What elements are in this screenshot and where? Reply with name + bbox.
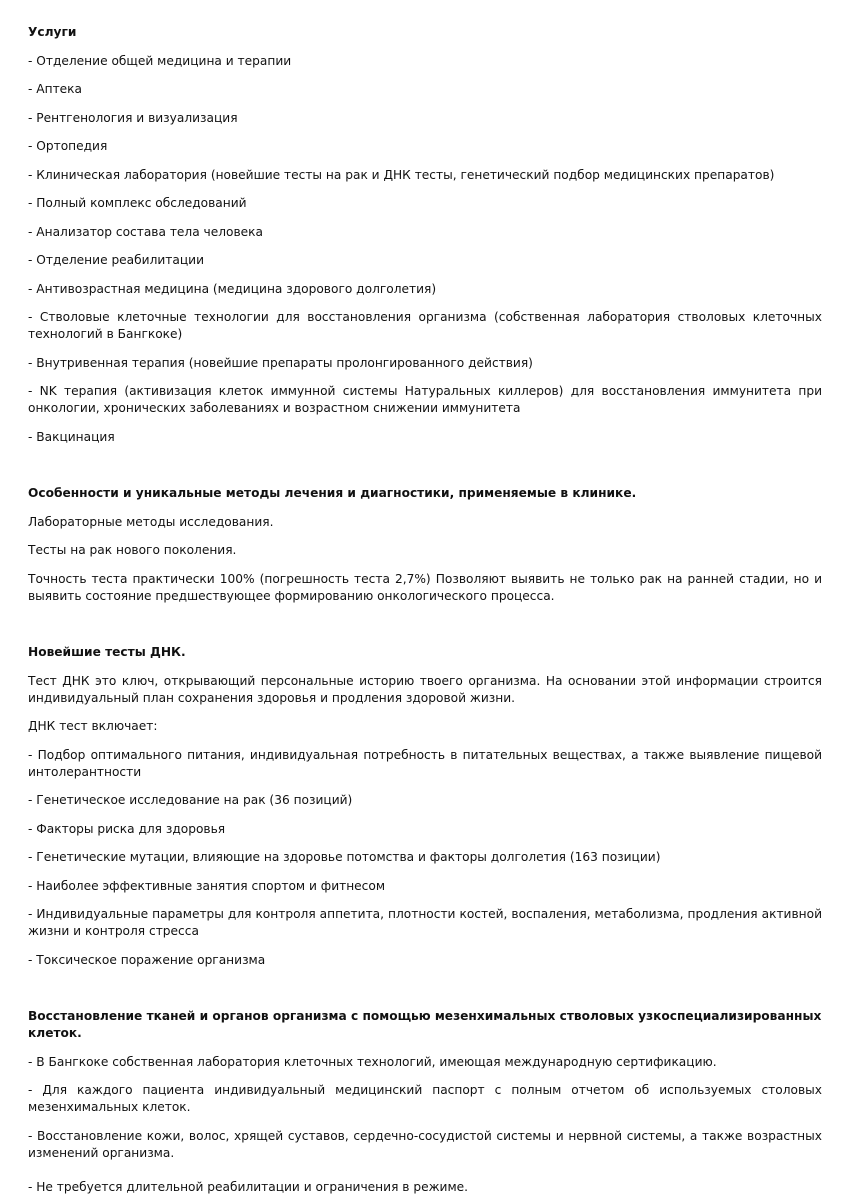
services-item: - NK терапия (активизация клеток иммунной системы Натуральных киллеров) для восстановления иммунитета при онкологии, хронических заболеваниях и возрастном снижении иммунитета: [28, 384, 822, 415]
stem-item: - Для каждого пациента индивидуальный медицинский паспорт с полным отчетом об используемых столовых мезенхимальных клеток.: [28, 1083, 822, 1114]
dna-item: - Токсическое поражение организма: [28, 952, 266, 967]
dna-item: - Подбор оптимального питания, индивидуальная потребность в питательных веществах, а также выявление пищевой интолерантности: [28, 747, 822, 779]
dna-item: - Наиболее эффективные занятия спортом и фитнесом: [28, 878, 386, 893]
dna-intro: Тест ДНК это ключ, открывающий персональные историю твоего организма. На основании этой информации строится индивидуальный план сохранения здоровья и продления здоровой жизни.: [28, 673, 822, 705]
stem-item: - Восстановление кожи, волос, хрящей суставов, сердечно-сосудистой системы и нервной системы, а также возрастных изменений организма.: [28, 1128, 822, 1160]
services-item: - Клиническая лаборатория (новейшие тесты на рак и ДНК тесты, генетический подбор медицинских препаратов): [28, 167, 775, 182]
stem-item: - Не требуется длительной реабилитации и ограничения в режиме.: [28, 1180, 469, 1194]
services-item: - Антивозрастная медицина (медицина здорового долголетия): [28, 281, 437, 296]
dna-section: [28, 644, 822, 969]
services-item: - Ортопедия: [28, 139, 108, 153]
dna-item: - Генетическое исследование на рак (36 позиций): [28, 793, 353, 807]
services-heading: Услуги: [28, 25, 77, 39]
features-paragraph: Точность теста практически 100% (погрешность теста 2,7%) Позволяют выявить не только рак на ранней стадии, но и выявить состояние предшествующее формированию онкологического процесса.: [28, 571, 822, 603]
services-item: - Стволовые клеточные технологии для восстановления организма (собственная лаборатория стволовых клеточных технологий в Бангкоке): [28, 310, 822, 341]
services-section: [28, 24, 822, 446]
features-paragraph: Тесты на рак нового поколения.: [28, 543, 237, 557]
stem-section: [28, 1008, 822, 1196]
section-spacer: [28, 980, 822, 1008]
dna-item: - Генетические мутации, влияющие на здоровье потомства и факторы долголетия (163 позиции): [28, 850, 661, 864]
services-item: - Отделение общей медицина и терапии: [28, 53, 292, 68]
services-item: - Внутривенная терапия (новейшие препараты пролонгированного действия): [28, 355, 533, 370]
dna-item: - Индивидуальные параметры для контроля аппетита, плотности костей, воспаления, метаболизма, продления активной жизни и контроля стресса: [28, 907, 822, 938]
services-item: - Рентгенология и визуализация: [28, 110, 238, 125]
dna-item: - Факторы риска для здоровья: [28, 821, 226, 836]
services-item: - Вакцинация: [28, 429, 115, 444]
section-spacer: [28, 616, 822, 644]
features-paragraph: Лабораторные методы исследования.: [28, 514, 274, 529]
features-heading: Особенности и уникальные методы лечения и диагностики, применяемые в клинике.: [28, 486, 637, 500]
services-item: - Отделение реабилитации: [28, 253, 204, 267]
features-section: [28, 485, 822, 605]
services-item: - Полный комплекс обследований: [28, 196, 247, 210]
stem-item: - В Бангкоке собственная лаборатория клеточных технологий, имеющая международную сертификацию.: [28, 1054, 717, 1069]
section-spacer: [28, 457, 822, 485]
dna-list-label: ДНК тест включает:: [28, 719, 158, 733]
stem-heading: Восстановление тканей и органов организма с помощью мезенхимальных стволовых узкоспециализированных клеток.: [28, 1009, 822, 1040]
services-item: - Анализатор состава тела человека: [28, 224, 264, 239]
dna-heading: Новейшие тесты ДНК.: [28, 645, 186, 659]
services-item: - Аптека: [28, 82, 83, 96]
